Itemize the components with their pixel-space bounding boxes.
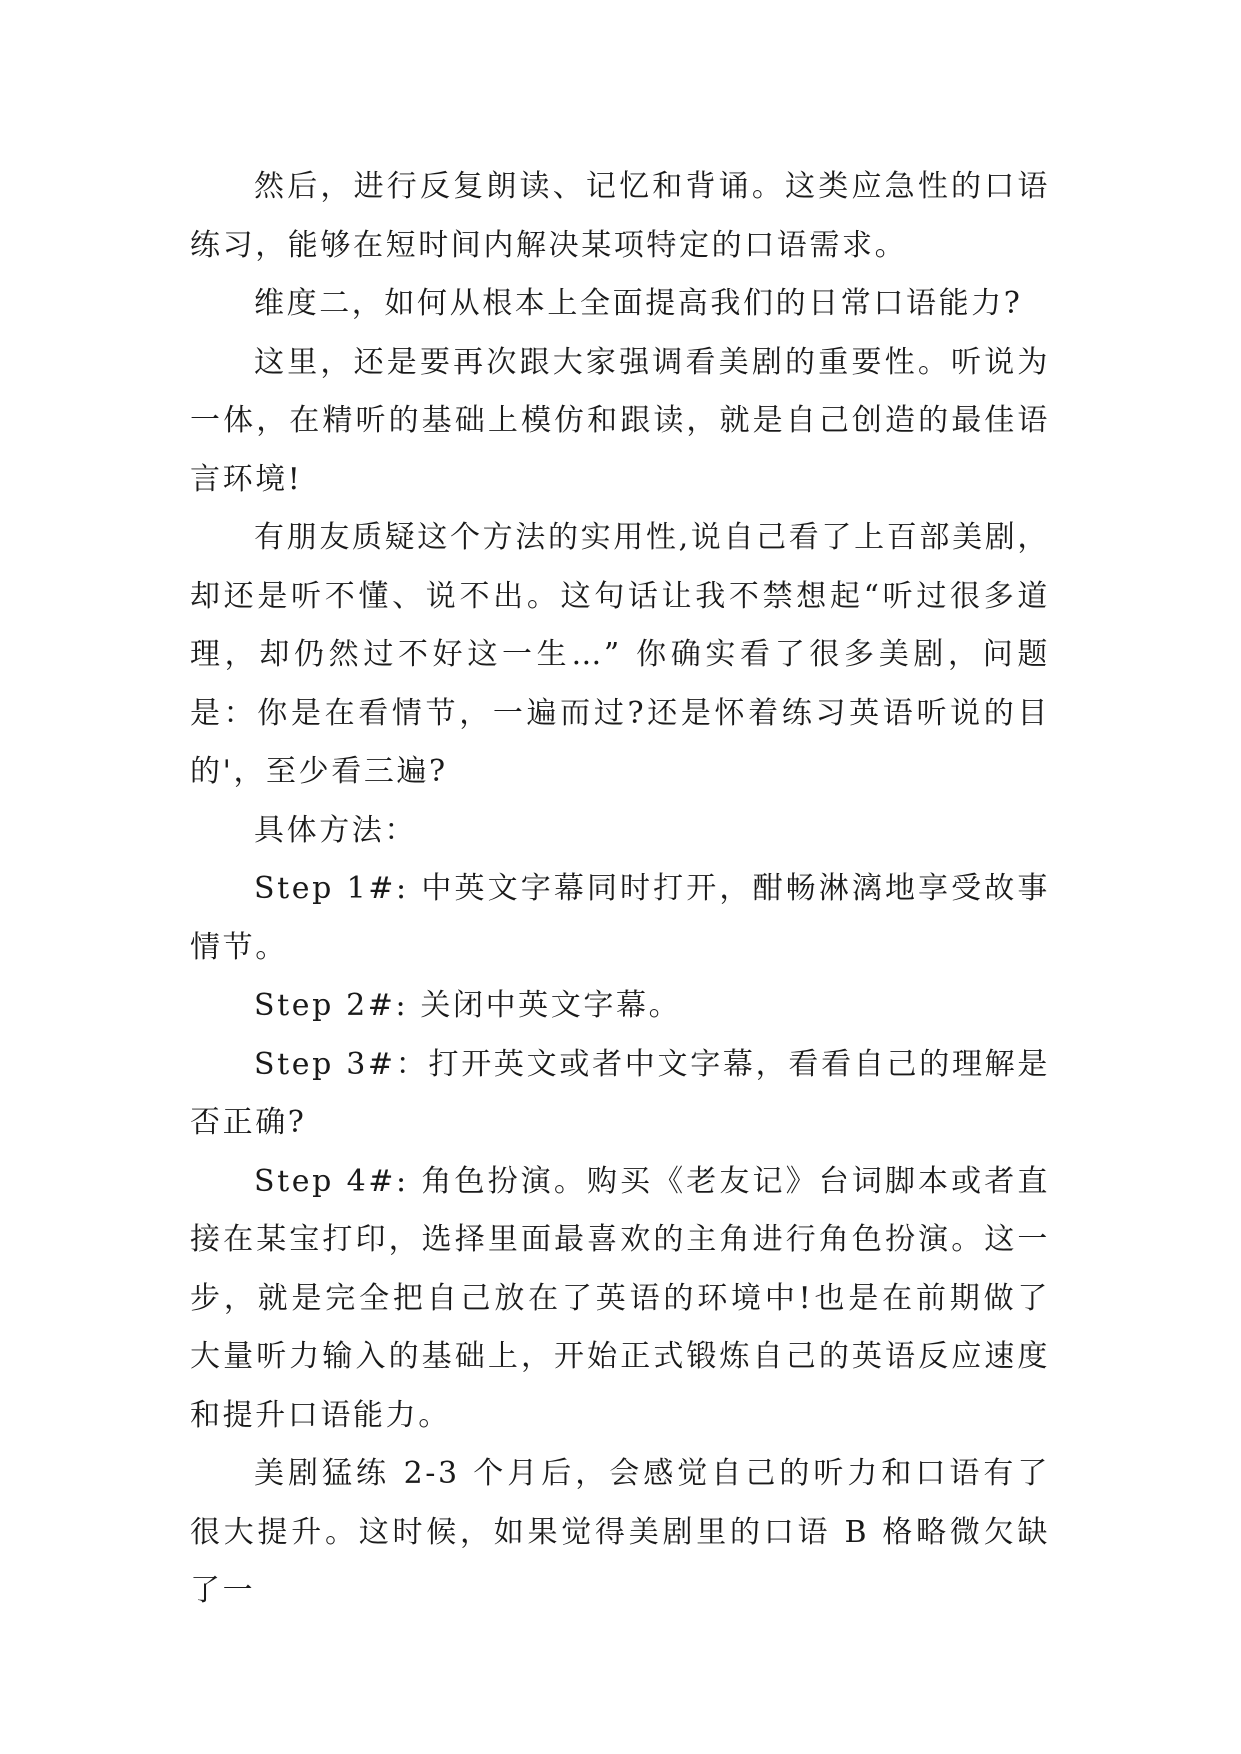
paragraph-step-3: Step 3#：打开英文或者中文字幕，看看自己的理解是否正确? <box>190 1046 1050 1140</box>
paragraph-recitation: 然后，进行反复朗读、记忆和背诵。这类应急性的口语练习，能够在短时间内解决某项特定的口语需求。 <box>190 169 1050 263</box>
paragraph-step-2: Step 2#: 关闭中英文字幕。 <box>254 988 682 1023</box>
paragraph-practice-result: 美剧猛练 2-3 个月后，会感觉自己的听力和口语有了很大提升。这时候，如果觉得美剧里的口语 B 格略微欠缺了一 <box>190 1456 1050 1608</box>
paragraph-method-heading: 具体方法： <box>254 812 417 848</box>
paragraph-dimension-two: 维度二，如何从根本上全面提高我们的日常口语能力? <box>254 286 1023 321</box>
paragraph-step-4: Step 4#: 角色扮演。购买《老友记》台词脚本或者直接在某宝打印，选择里面最喜欢的主角进行角色扮演。这一步，就是完全把自己放在了英语的环境中!也是在前期做了大量听力输入的基础上，开始正式锻炼自己的英语反应速度和提升口语能力。 <box>190 1163 1050 1433</box>
paragraph-watch-shows: 这里，还是要再次跟大家强调看美剧的重要性。听说为一体，在精听的基础上模仿和跟读，就是自己创造的最佳语言环境! <box>190 344 1050 497</box>
paragraph-step-1: Step 1#: 中英文字幕同时打开，酣畅淋漓地享受故事情节。 <box>190 871 1050 965</box>
paragraph-doubt: 有朋友质疑这个方法的实用性,说自己看了上百部美剧，却还是听不懂、说不出。这句话让我不禁想起“听过很多道理，却仍然过不好这一生…” 你确实看了很多美剧，问题是：你是在看情节，一遍而过?还是怀着练习英语听说的目的'，至少看三遍? <box>190 520 1050 789</box>
document-body <box>190 158 1050 1621</box>
